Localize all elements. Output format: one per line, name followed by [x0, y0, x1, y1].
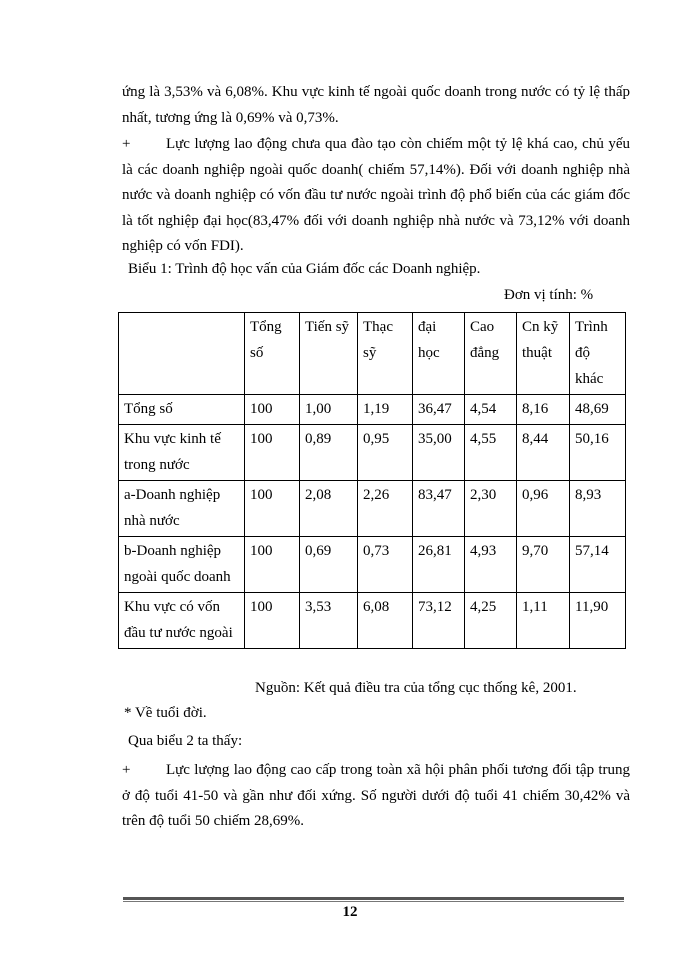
- intro-line: Qua biểu 2 ta thấy:: [128, 733, 243, 749]
- table-row: [119, 425, 626, 481]
- table-cell: 1,11: [517, 593, 570, 649]
- paragraph-2: [122, 132, 630, 260]
- table-cell: 0,69: [300, 537, 358, 593]
- table-cell: 100: [245, 425, 300, 481]
- table-row: [119, 593, 626, 649]
- page-number: 12: [342, 904, 358, 920]
- table-cell: 100: [245, 395, 300, 425]
- row-label: Tổng số: [119, 395, 245, 425]
- plus-marker: +: [122, 762, 131, 778]
- table-cell: 36,47: [413, 395, 465, 425]
- table-row: [119, 395, 626, 425]
- header-cell: Thạc sỹ: [358, 313, 413, 395]
- table-cell: 0,95: [358, 425, 413, 481]
- paragraph-3: [122, 758, 630, 835]
- table-row: [119, 537, 626, 593]
- paragraph-2-text: Lực lượng lao động chưa qua đào tạo còn chiếm một tỷ lệ khá cao, chủ yếu là các doanh nghiệp ngoài quốc doanh( chiếm 57,14%). Đối với doanh nghiệp nhà nước và doanh nghiệp có vốn đầu tư nước ngoài trình độ phổ biến của các giám đốc là tốt nghiệp đại học(83,47% đối với doanh nghiệp nhà nước và 73,12% với doanh nghiệp có vốn FDI).: [122, 136, 630, 255]
- table-cell: 1,19: [358, 395, 413, 425]
- header-cell: đại học: [413, 313, 465, 395]
- table-cell: 48,69: [570, 395, 626, 425]
- table-cell: 100: [245, 537, 300, 593]
- unit-label: Đơn vị tính: %: [504, 287, 594, 303]
- table-cell: 2,30: [465, 481, 517, 537]
- table-cell: 4,54: [465, 395, 517, 425]
- table-row: [119, 481, 626, 537]
- table-cell: 6,08: [358, 593, 413, 649]
- table-cell: 50,16: [570, 425, 626, 481]
- paragraph-3-text: Lực lượng lao động cao cấp trong toàn xã hội phân phối tương đối tập trung ở độ tuổi 41-50 và gần như đối xứng. Số người dưới độ tuổi 41 chiếm 30,42% và trên độ tuổi 50 chiếm 28,69%.: [122, 762, 630, 830]
- table-cell: 73,12: [413, 593, 465, 649]
- table-cell: 4,93: [465, 537, 517, 593]
- table-cell: 9,70: [517, 537, 570, 593]
- table-cell: 8,93: [570, 481, 626, 537]
- paragraph-1: ứng là 3,53% và 6,08%. Khu vực kinh tế ngoài quốc doanh trong nước có tỷ lệ thấp nhất, tương ứng là 0,69% và 0,73%.: [122, 84, 630, 126]
- table-cell: 57,14: [570, 537, 626, 593]
- table-cell: 100: [245, 593, 300, 649]
- header-cell: [119, 313, 245, 395]
- header-cell: Tổng số: [245, 313, 300, 395]
- table-cell: 4,55: [465, 425, 517, 481]
- education-table: [118, 312, 626, 649]
- row-label: a-Doanh nghiệp nhà nước: [119, 481, 245, 537]
- table-header-row: [119, 313, 626, 395]
- plus-marker: +: [122, 136, 131, 152]
- table-caption: Biểu 1: Trình độ học vấn của Giám đốc các Doanh nghiệp.: [128, 261, 481, 277]
- footer-rule-thin: [123, 901, 624, 902]
- table-cell: 8,16: [517, 395, 570, 425]
- header-cell: Cao đẳng: [465, 313, 517, 395]
- section-bullet: * Về tuổi đời.: [124, 705, 207, 721]
- table-cell: 83,47: [413, 481, 465, 537]
- header-cell: Trình độ khác: [570, 313, 626, 395]
- header-cell: Tiến sỹ: [300, 313, 358, 395]
- table-cell: 35,00: [413, 425, 465, 481]
- table-cell: 2,08: [300, 481, 358, 537]
- table-cell: 8,44: [517, 425, 570, 481]
- table-cell: 0,89: [300, 425, 358, 481]
- row-label: Khu vực có vốn đầu tư nước ngoài: [119, 593, 245, 649]
- source-note: Nguồn: Kết quả điều tra của tổng cục thống kê, 2001.: [255, 680, 577, 696]
- row-label: Khu vực kinh tế trong nước: [119, 425, 245, 481]
- table-cell: 2,26: [358, 481, 413, 537]
- table-cell: 4,25: [465, 593, 517, 649]
- row-label: b-Doanh nghiệp ngoài quốc doanh: [119, 537, 245, 593]
- table-cell: 26,81: [413, 537, 465, 593]
- table-cell: 0,73: [358, 537, 413, 593]
- table-cell: 3,53: [300, 593, 358, 649]
- footer-rule: [123, 897, 624, 900]
- header-cell: Cn kỹ thuật: [517, 313, 570, 395]
- table-cell: 1,00: [300, 395, 358, 425]
- table-cell: 11,90: [570, 593, 626, 649]
- table-cell: 100: [245, 481, 300, 537]
- table-cell: 0,96: [517, 481, 570, 537]
